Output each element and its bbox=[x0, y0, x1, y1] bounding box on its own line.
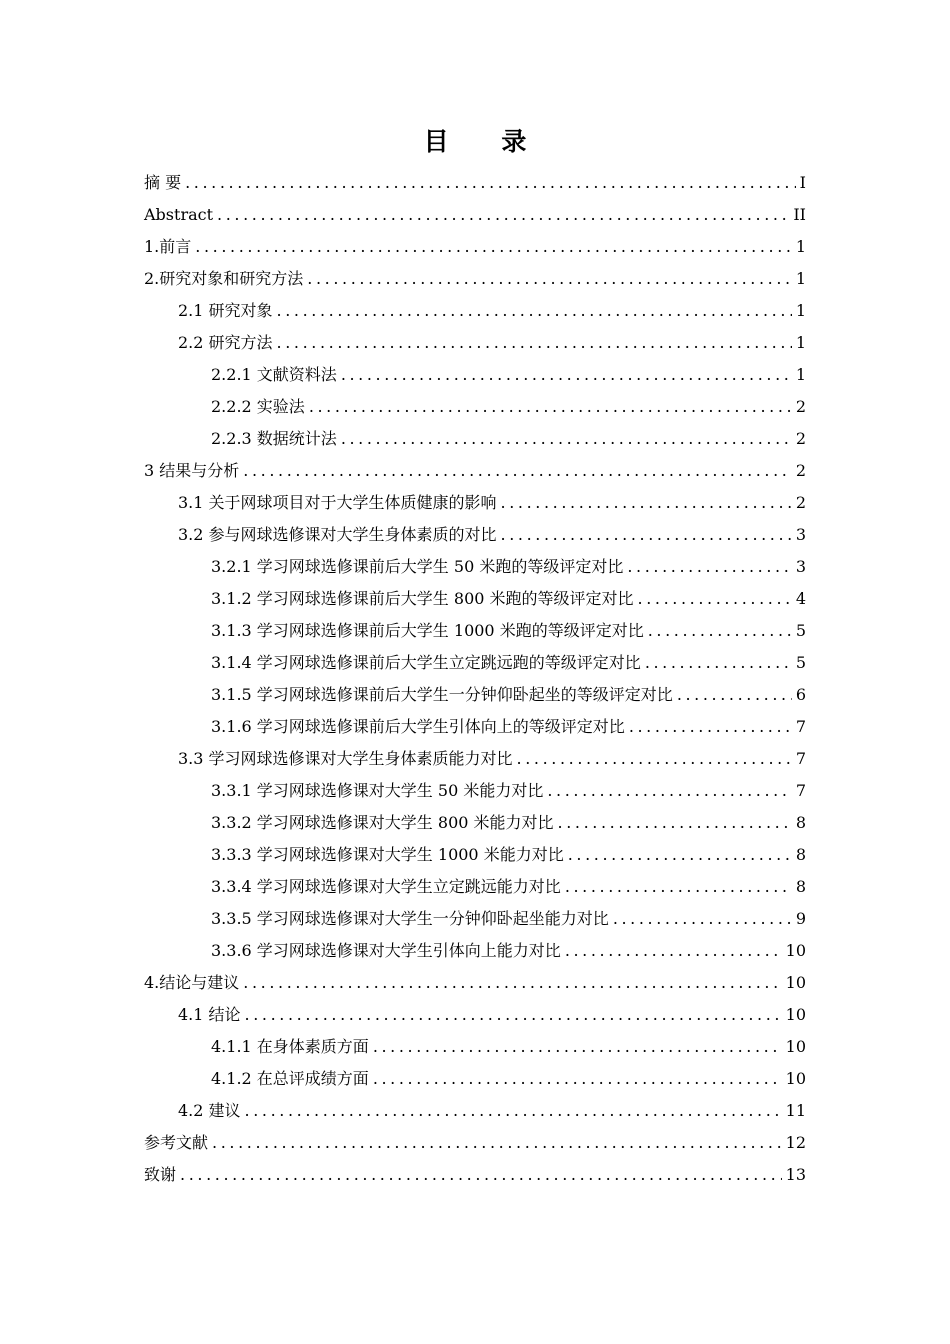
dot-leader bbox=[638, 586, 792, 612]
toc-entry[interactable] bbox=[144, 938, 806, 970]
toc-entry-label: 摘 要 bbox=[144, 173, 182, 192]
toc-entry[interactable] bbox=[144, 362, 806, 394]
dot-leader bbox=[517, 746, 792, 772]
toc-entry[interactable] bbox=[144, 522, 806, 554]
toc-entry-page: 12 bbox=[785, 1133, 806, 1152]
toc-entry-page: 1 bbox=[795, 301, 806, 320]
toc-entry-page: 1 bbox=[795, 237, 806, 256]
toc-entry-page: 2 bbox=[795, 461, 806, 480]
toc-entry-page: 5 bbox=[795, 653, 806, 672]
toc-entry[interactable] bbox=[144, 330, 806, 362]
dot-leader bbox=[629, 714, 792, 740]
toc-entry-page: 8 bbox=[795, 813, 806, 832]
toc-entry-label: 3.1 关于网球项目对于大学生体质健康的影响 bbox=[178, 493, 497, 512]
dot-leader bbox=[373, 1034, 782, 1060]
toc-entry-label: 3.3.6 学习网球选修课对大学生引体向上能力对比 bbox=[211, 941, 561, 960]
toc-entry[interactable] bbox=[144, 970, 806, 1002]
toc-entry-label: 3.3.3 学习网球选修课对大学生 1000 米能力对比 bbox=[211, 845, 564, 864]
toc-entry-page: 3 bbox=[795, 525, 806, 544]
toc-entry-label: 3 结果与分析 bbox=[144, 461, 240, 480]
toc-entry-page: 10 bbox=[785, 1037, 806, 1056]
dot-leader bbox=[245, 1098, 782, 1124]
toc-entry[interactable] bbox=[144, 1066, 806, 1098]
toc-entry-label: 2.研究对象和研究方法 bbox=[144, 269, 304, 288]
toc-entry-label: 4.1.1 在身体素质方面 bbox=[211, 1037, 369, 1056]
toc-entry-page: 8 bbox=[795, 845, 806, 864]
toc-entry-label: Abstract bbox=[144, 205, 214, 224]
toc-entry-label: 4.1 结论 bbox=[178, 1005, 241, 1024]
toc-entry-label: 2.2.1 文献资料法 bbox=[211, 365, 337, 384]
dot-leader bbox=[501, 522, 792, 548]
dot-leader bbox=[645, 650, 792, 676]
toc-entry-page: 7 bbox=[795, 717, 806, 736]
toc-entry-page: 2 bbox=[795, 429, 806, 448]
toc-entry-label: 3.1.4 学习网球选修课前后大学生立定跳远跑的等级评定对比 bbox=[211, 653, 641, 672]
toc-entry-label: 4.结论与建议 bbox=[144, 973, 240, 992]
toc-entry[interactable] bbox=[144, 586, 806, 618]
toc-entry[interactable] bbox=[144, 1002, 806, 1034]
toc-entry-label: 4.1.2 在总评成绩方面 bbox=[211, 1069, 369, 1088]
dot-leader bbox=[627, 554, 791, 580]
toc-entry-label: 3.1.3 学习网球选修课前后大学生 1000 米跑的等级评定对比 bbox=[211, 621, 644, 640]
toc-entry-label: 3.2.1 学习网球选修课前后大学生 50 米跑的等级评定对比 bbox=[211, 557, 624, 576]
toc-entry[interactable] bbox=[144, 202, 806, 234]
toc-entry[interactable] bbox=[144, 266, 806, 298]
toc-entry[interactable] bbox=[144, 1098, 806, 1130]
dot-leader bbox=[195, 234, 792, 260]
toc-entry-label: 参考文献 bbox=[144, 1133, 209, 1152]
toc-entry-page: 10 bbox=[785, 1005, 806, 1024]
toc-entry[interactable] bbox=[144, 650, 806, 682]
toc-entry-label: 3.3.1 学习网球选修课对大学生 50 米能力对比 bbox=[211, 781, 544, 800]
toc-entry[interactable] bbox=[144, 746, 806, 778]
toc-entry-label: 3.3.4 学习网球选修课对大学生立定跳远能力对比 bbox=[211, 877, 561, 896]
toc-entry-page: 11 bbox=[785, 1101, 806, 1120]
toc-entry-label: 致谢 bbox=[144, 1165, 177, 1184]
toc-entry-label: 2.1 研究对象 bbox=[178, 301, 273, 320]
toc-entry[interactable] bbox=[144, 618, 806, 650]
dot-leader bbox=[341, 426, 792, 452]
dot-leader bbox=[309, 394, 792, 420]
toc-entry[interactable] bbox=[144, 234, 806, 266]
toc-entry[interactable] bbox=[144, 1034, 806, 1066]
dot-leader bbox=[373, 1066, 782, 1092]
dot-leader bbox=[613, 906, 792, 932]
toc-entry[interactable] bbox=[144, 426, 806, 458]
dot-leader bbox=[185, 170, 796, 196]
toc-entry-page: 10 bbox=[785, 941, 806, 960]
toc-entry-page: 6 bbox=[795, 685, 806, 704]
dot-leader bbox=[245, 1002, 782, 1028]
toc-entry-page: 2 bbox=[795, 397, 806, 416]
toc-entry-label: 2.2.3 数据统计法 bbox=[211, 429, 337, 448]
toc-entry-label: 3.3 学习网球选修课对大学生身体素质能力对比 bbox=[178, 749, 513, 768]
toc-entry[interactable] bbox=[144, 842, 806, 874]
toc-entry-label: 3.1.2 学习网球选修课前后大学生 800 米跑的等级评定对比 bbox=[211, 589, 634, 608]
toc-entry-label: 3.2 参与网球选修课对大学生身体素质的对比 bbox=[178, 525, 497, 544]
toc-entry[interactable] bbox=[144, 394, 806, 426]
dot-leader bbox=[243, 458, 792, 484]
toc-entry[interactable] bbox=[144, 1130, 806, 1162]
table-of-contents bbox=[144, 170, 806, 1194]
dot-leader bbox=[558, 810, 792, 836]
dot-leader bbox=[501, 490, 792, 516]
toc-entry[interactable] bbox=[144, 1162, 806, 1194]
dot-leader bbox=[243, 970, 781, 996]
toc-entry[interactable] bbox=[144, 714, 806, 746]
toc-entry-page: 10 bbox=[785, 1069, 806, 1088]
toc-entry-label: 3.1.6 学习网球选修课前后大学生引体向上的等级评定对比 bbox=[211, 717, 625, 736]
toc-entry-page: I bbox=[799, 173, 806, 192]
dot-leader bbox=[565, 874, 792, 900]
toc-entry-page: II bbox=[793, 205, 806, 224]
toc-entry-label: 3.3.5 学习网球选修课对大学生一分钟仰卧起坐能力对比 bbox=[211, 909, 609, 928]
toc-entry-page: 1 bbox=[795, 333, 806, 352]
toc-entry-page: 1 bbox=[795, 365, 806, 384]
toc-entry-page: 10 bbox=[785, 973, 806, 992]
toc-entry[interactable] bbox=[144, 554, 806, 586]
toc-title: 目 录 bbox=[423, 127, 549, 156]
dot-leader bbox=[212, 1130, 782, 1156]
toc-entry-page: 8 bbox=[795, 877, 806, 896]
toc-entry-label: 2.2 研究方法 bbox=[178, 333, 273, 352]
dot-leader bbox=[277, 330, 792, 356]
toc-entry-page: 13 bbox=[785, 1165, 806, 1184]
toc-entry[interactable] bbox=[144, 810, 806, 842]
toc-entry-label: 3.1.5 学习网球选修课前后大学生一分钟仰卧起坐的等级评定对比 bbox=[211, 685, 673, 704]
toc-entry[interactable] bbox=[144, 682, 806, 714]
dot-leader bbox=[277, 298, 792, 324]
toc-entry-page: 5 bbox=[795, 621, 806, 640]
toc-entry[interactable] bbox=[144, 298, 806, 330]
toc-entry-label: 3.3.2 学习网球选修课对大学生 800 米能力对比 bbox=[211, 813, 554, 832]
dot-leader bbox=[341, 362, 792, 388]
toc-entry[interactable] bbox=[144, 778, 806, 810]
dot-leader bbox=[217, 202, 789, 228]
toc-entry[interactable] bbox=[144, 906, 806, 938]
toc-entry-page: 2 bbox=[795, 493, 806, 512]
toc-entry-label: 4.2 建议 bbox=[178, 1101, 241, 1120]
dot-leader bbox=[648, 618, 792, 644]
dot-leader bbox=[307, 266, 792, 292]
toc-entry-page: 1 bbox=[795, 269, 806, 288]
dot-leader bbox=[565, 938, 782, 964]
toc-entry[interactable] bbox=[144, 490, 806, 522]
toc-entry-page: 9 bbox=[795, 909, 806, 928]
dot-leader bbox=[180, 1162, 782, 1188]
dot-leader bbox=[677, 682, 792, 708]
dot-leader bbox=[568, 842, 792, 868]
toc-entry[interactable] bbox=[144, 170, 806, 202]
toc-entry-page: 4 bbox=[795, 589, 806, 608]
toc-entry-label: 1.前言 bbox=[144, 237, 192, 256]
toc-entry[interactable] bbox=[144, 874, 806, 906]
toc-entry-label: 2.2.2 实验法 bbox=[211, 397, 305, 416]
toc-entry-page: 7 bbox=[795, 781, 806, 800]
toc-entry-page: 7 bbox=[795, 749, 806, 768]
toc-entry-page: 3 bbox=[795, 557, 806, 576]
toc-entry[interactable] bbox=[144, 458, 806, 490]
dot-leader bbox=[547, 778, 791, 804]
